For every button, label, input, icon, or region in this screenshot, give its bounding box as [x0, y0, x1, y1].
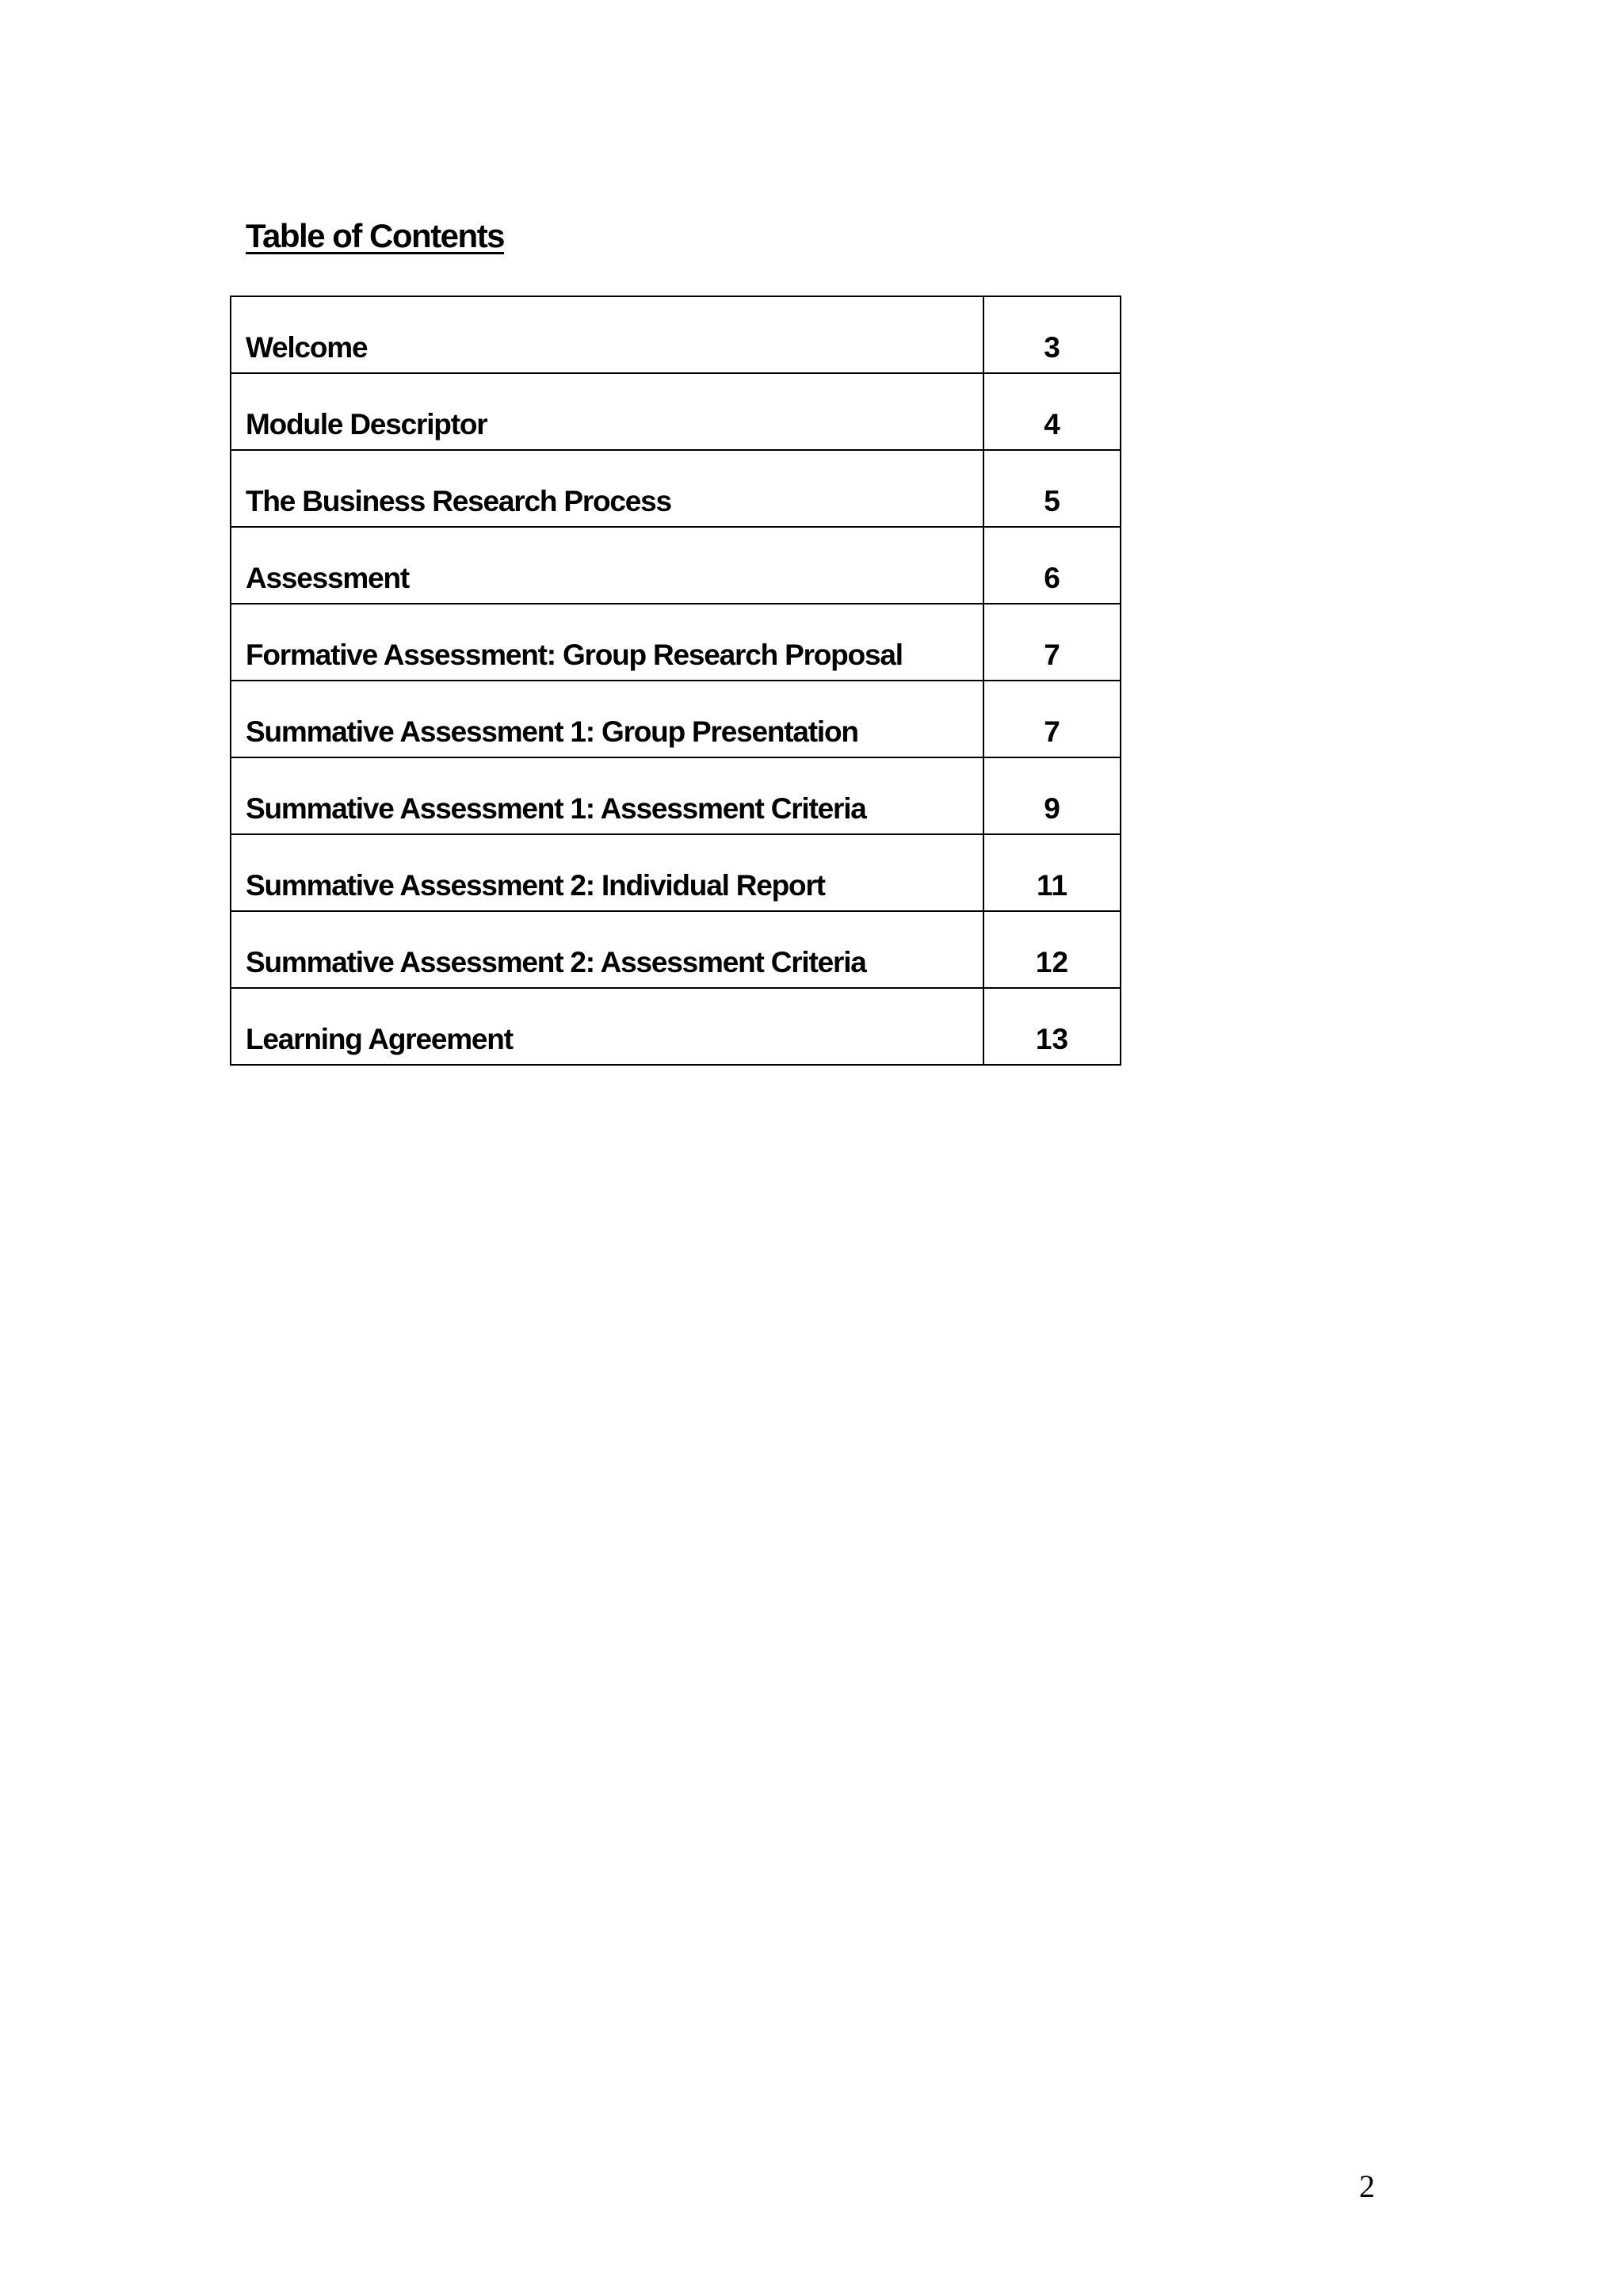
toc-entry-title: Summative Assessment 1: Assessment Criteria: [231, 757, 983, 834]
toc-entry-page: 5: [983, 450, 1121, 527]
toc-entry-title: Learning Agreement: [231, 988, 983, 1065]
toc-row: [231, 988, 1121, 1065]
toc-entry-page: 4: [983, 373, 1121, 450]
toc-entry-title: Summative Assessment 2: Assessment Criteria: [231, 911, 983, 988]
toc-entry-title: Module Descriptor: [231, 373, 983, 450]
toc-row: [231, 527, 1121, 604]
toc-entry-page: 9: [983, 757, 1121, 834]
toc-row: [231, 834, 1121, 911]
toc-row: [231, 604, 1121, 681]
toc-entry-page: 7: [983, 681, 1121, 757]
toc-row: [231, 296, 1121, 373]
toc-entry-title: Summative Assessment 1: Group Presentation: [231, 681, 983, 757]
toc-row: [231, 450, 1121, 527]
toc-entry-title: The Business Research Process: [231, 450, 983, 527]
toc-row: [231, 757, 1121, 834]
toc-entry-page: 3: [983, 296, 1121, 373]
toc-row: [231, 373, 1121, 450]
toc-entry-page: 13: [983, 988, 1121, 1065]
toc-table: [230, 296, 1121, 1066]
toc-title: Table of Contents: [246, 217, 505, 254]
toc-entry-title: Summative Assessment 2: Individual Report: [231, 834, 983, 911]
toc-entry-title: Welcome: [231, 296, 983, 373]
toc-entry-page: 12: [983, 911, 1121, 988]
toc-entry-page: 7: [983, 604, 1121, 681]
page-number: 2: [1359, 2168, 1375, 2204]
toc-row: [231, 681, 1121, 757]
toc-row: [231, 911, 1121, 988]
toc-entry-page: 6: [983, 527, 1121, 604]
toc-entry-title: Formative Assessment: Group Research Proposal: [231, 604, 983, 681]
toc-entry-title: Assessment: [231, 527, 983, 604]
toc-entry-page: 11: [983, 834, 1121, 911]
